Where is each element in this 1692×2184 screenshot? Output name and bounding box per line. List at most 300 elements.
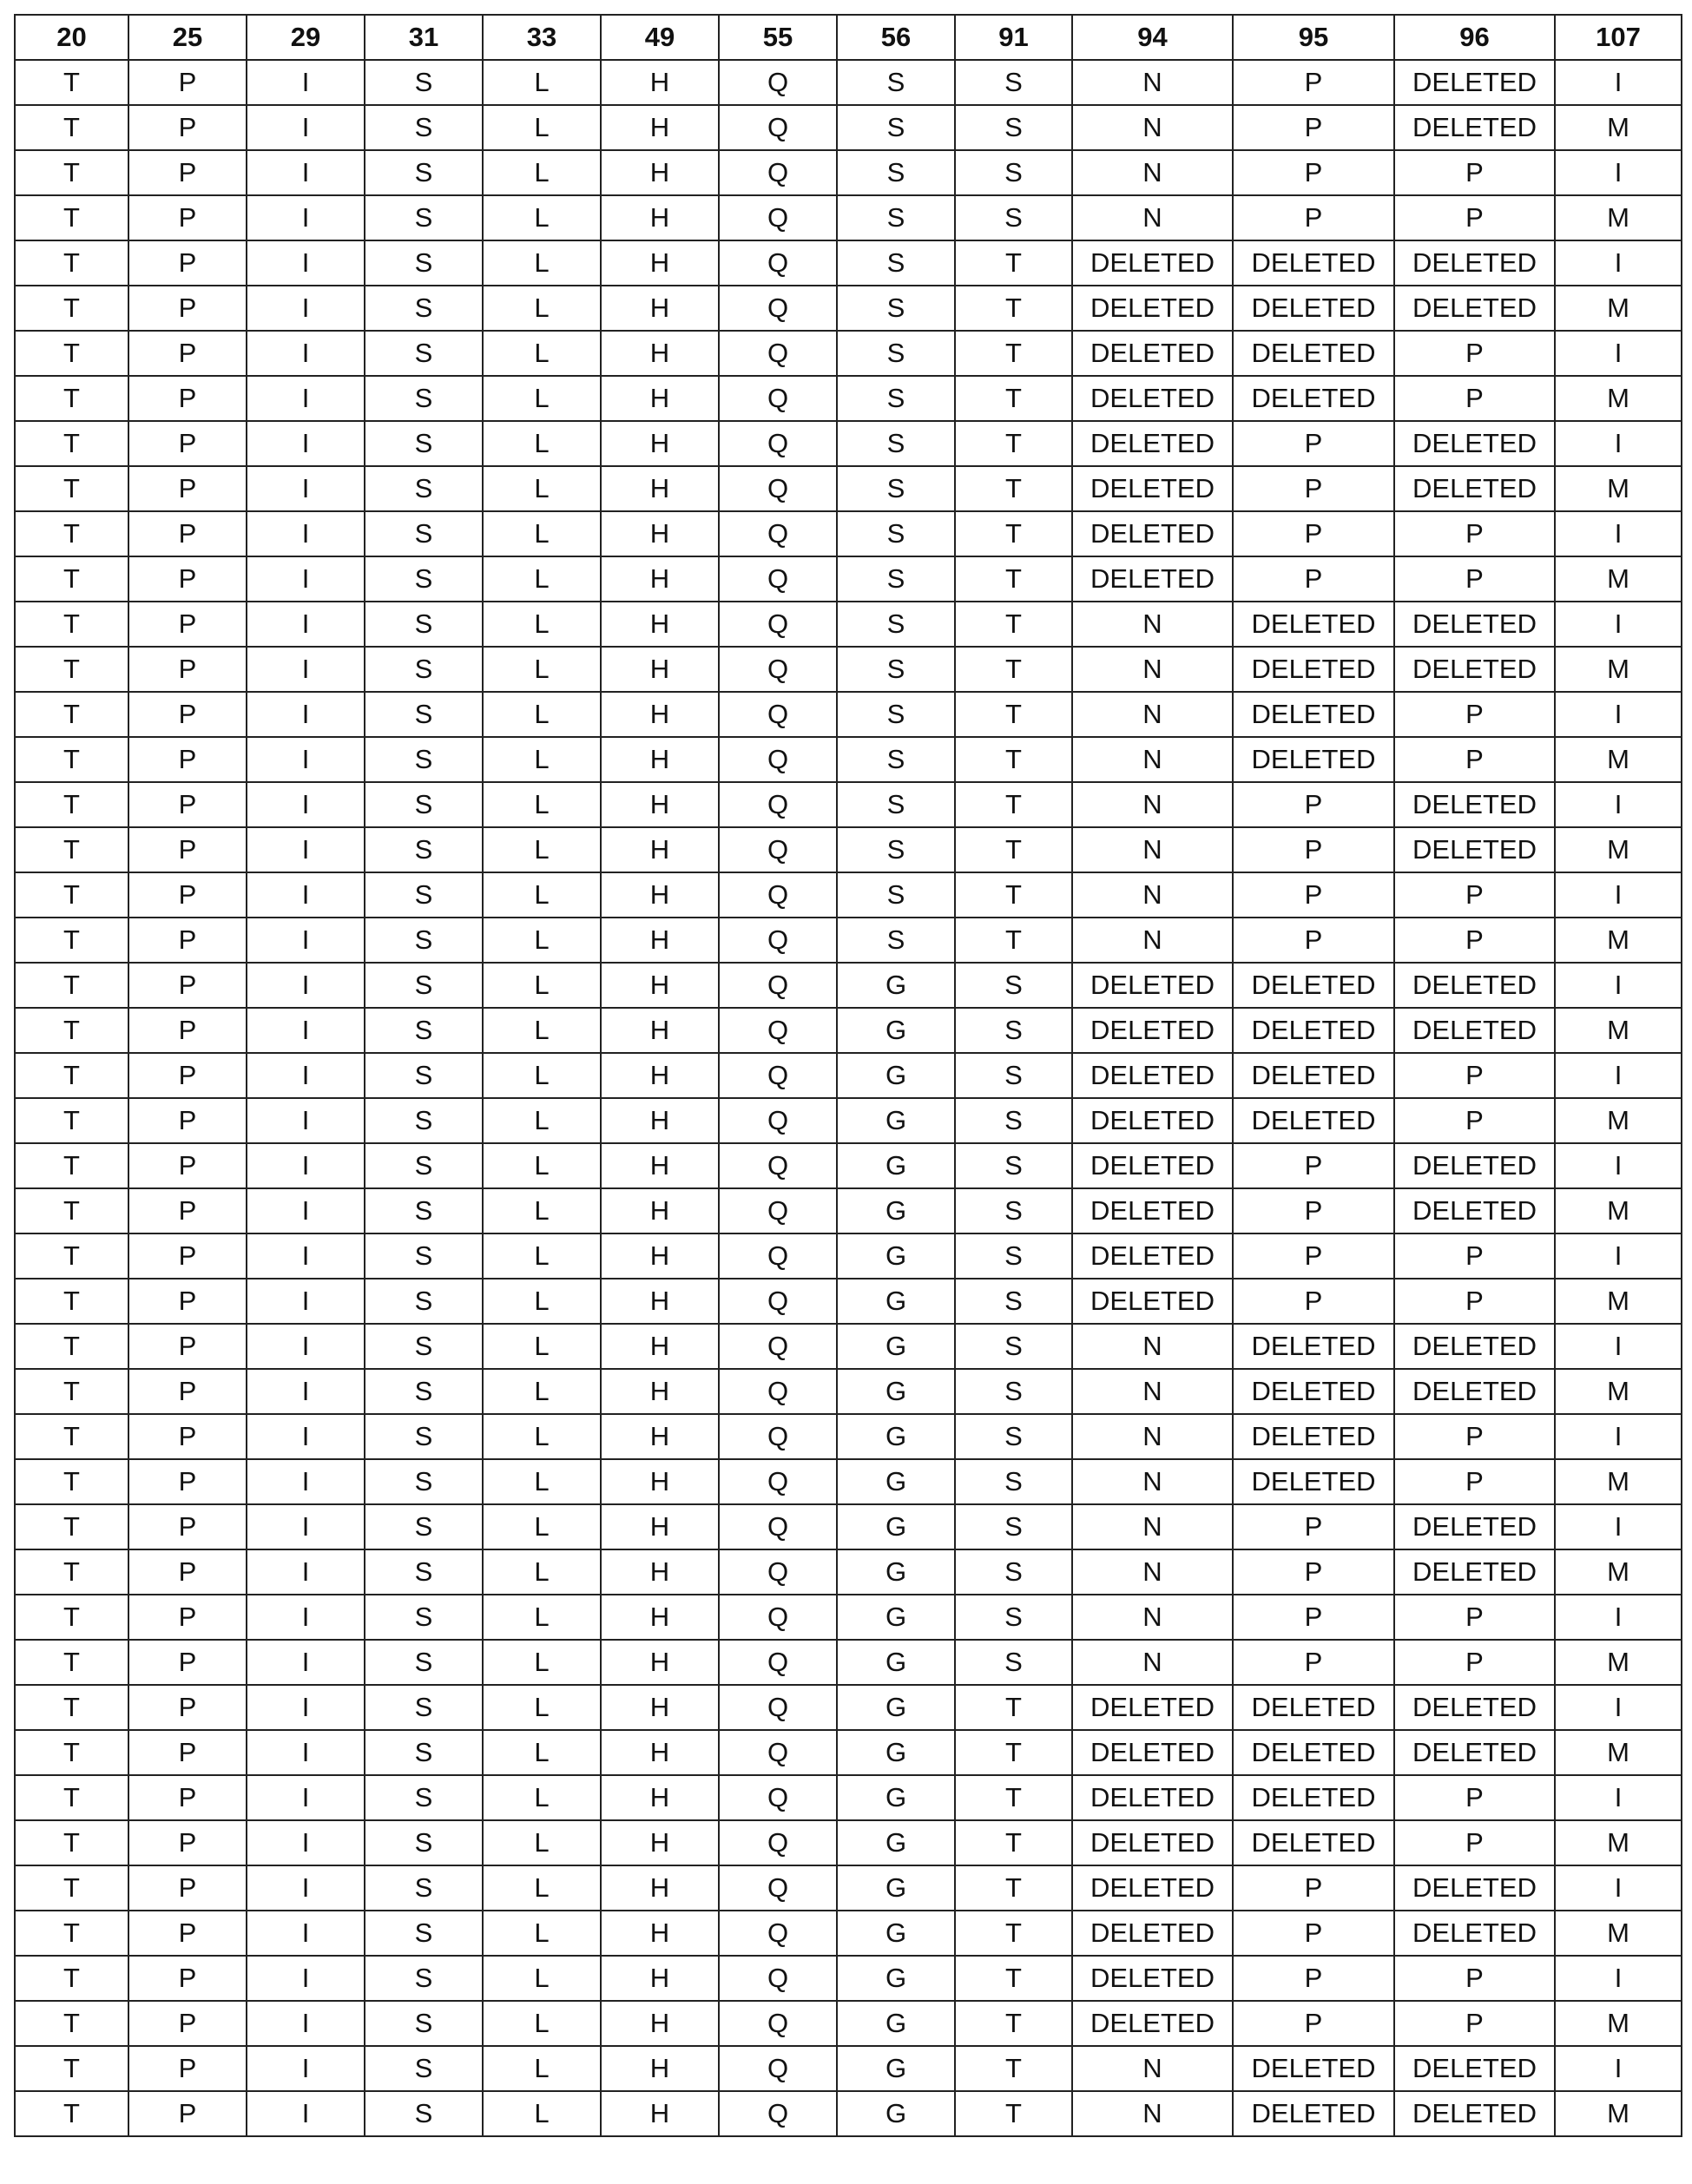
cell-pos-56: S	[837, 602, 955, 647]
cell-pos-96: DELETED	[1394, 1008, 1555, 1053]
cell-pos-49: H	[601, 647, 719, 692]
cell-pos-20: T	[15, 827, 128, 872]
cell-pos-96: P	[1394, 1414, 1555, 1459]
cell-pos-55: Q	[719, 1956, 837, 2001]
cell-pos-29: I	[247, 2091, 365, 2136]
cell-pos-33: L	[483, 1504, 601, 1549]
cell-pos-94: DELETED	[1072, 1685, 1233, 1730]
cell-pos-20: T	[15, 1324, 128, 1369]
cell-pos-25: P	[128, 1911, 247, 1956]
cell-pos-49: H	[601, 511, 719, 556]
table-row	[15, 1188, 1682, 1233]
cell-pos-96: P	[1394, 2001, 1555, 2046]
cell-pos-20: T	[15, 1504, 128, 1549]
cell-pos-31: S	[365, 240, 483, 286]
cell-pos-96: DELETED	[1394, 286, 1555, 331]
cell-pos-91: T	[955, 240, 1072, 286]
cell-pos-31: S	[365, 1820, 483, 1865]
cell-pos-94: N	[1072, 1640, 1233, 1685]
cell-pos-107: M	[1555, 1820, 1682, 1865]
cell-pos-33: L	[483, 647, 601, 692]
cell-pos-107: M	[1555, 1911, 1682, 1956]
table-row	[15, 105, 1682, 150]
table-row	[15, 1414, 1682, 1459]
cell-pos-33: L	[483, 1685, 601, 1730]
cell-pos-49: H	[601, 1685, 719, 1730]
cell-pos-20: T	[15, 195, 128, 240]
cell-pos-56: G	[837, 2001, 955, 2046]
cell-pos-55: Q	[719, 1865, 837, 1911]
cell-pos-56: G	[837, 1504, 955, 1549]
cell-pos-29: I	[247, 2001, 365, 2046]
cell-pos-33: L	[483, 150, 601, 195]
cell-pos-25: P	[128, 376, 247, 421]
cell-pos-20: T	[15, 1865, 128, 1911]
cell-pos-29: I	[247, 1098, 365, 1143]
cell-pos-55: Q	[719, 1549, 837, 1595]
cell-pos-49: H	[601, 918, 719, 963]
cell-pos-55: Q	[719, 421, 837, 466]
cell-pos-94: DELETED	[1072, 556, 1233, 602]
cell-pos-20: T	[15, 647, 128, 692]
cell-pos-20: T	[15, 60, 128, 105]
cell-pos-96: P	[1394, 1820, 1555, 1865]
cell-pos-95: P	[1233, 1233, 1394, 1279]
cell-pos-55: Q	[719, 1188, 837, 1233]
cell-pos-94: N	[1072, 692, 1233, 737]
cell-pos-49: H	[601, 1143, 719, 1188]
cell-pos-56: G	[837, 1595, 955, 1640]
cell-pos-107: I	[1555, 963, 1682, 1008]
cell-pos-33: L	[483, 331, 601, 376]
cell-pos-96: DELETED	[1394, 2046, 1555, 2091]
cell-pos-95: P	[1233, 556, 1394, 602]
cell-pos-107: M	[1555, 647, 1682, 692]
cell-pos-20: T	[15, 331, 128, 376]
cell-pos-20: T	[15, 737, 128, 782]
cell-pos-33: L	[483, 1865, 601, 1911]
cell-pos-91: T	[955, 511, 1072, 556]
cell-pos-91: T	[955, 647, 1072, 692]
cell-pos-107: M	[1555, 2001, 1682, 2046]
cell-pos-31: S	[365, 1188, 483, 1233]
cell-pos-56: G	[837, 1233, 955, 1279]
cell-pos-25: P	[128, 1504, 247, 1549]
cell-pos-33: L	[483, 1008, 601, 1053]
cell-pos-25: P	[128, 692, 247, 737]
table-row	[15, 195, 1682, 240]
cell-pos-33: L	[483, 1549, 601, 1595]
cell-pos-56: S	[837, 150, 955, 195]
cell-pos-56: S	[837, 692, 955, 737]
cell-pos-56: G	[837, 1008, 955, 1053]
cell-pos-56: G	[837, 1188, 955, 1233]
cell-pos-55: Q	[719, 1640, 837, 1685]
cell-pos-95: P	[1233, 511, 1394, 556]
column-header-55: 55	[719, 15, 837, 60]
cell-pos-29: I	[247, 331, 365, 376]
cell-pos-107: M	[1555, 105, 1682, 150]
cell-pos-95: DELETED	[1233, 331, 1394, 376]
cell-pos-96: P	[1394, 737, 1555, 782]
cell-pos-31: S	[365, 376, 483, 421]
cell-pos-91: T	[955, 2091, 1072, 2136]
cell-pos-55: Q	[719, 2001, 837, 2046]
table-row	[15, 2001, 1682, 2046]
cell-pos-107: M	[1555, 1279, 1682, 1324]
cell-pos-33: L	[483, 286, 601, 331]
cell-pos-95: DELETED	[1233, 602, 1394, 647]
cell-pos-107: M	[1555, 376, 1682, 421]
cell-pos-25: P	[128, 1414, 247, 1459]
column-header-29: 29	[247, 15, 365, 60]
cell-pos-25: P	[128, 2001, 247, 2046]
cell-pos-94: DELETED	[1072, 1188, 1233, 1233]
column-header-25: 25	[128, 15, 247, 60]
cell-pos-25: P	[128, 466, 247, 511]
cell-pos-29: I	[247, 195, 365, 240]
cell-pos-31: S	[365, 466, 483, 511]
cell-pos-94: N	[1072, 918, 1233, 963]
cell-pos-95: P	[1233, 1549, 1394, 1595]
cell-pos-91: S	[955, 1369, 1072, 1414]
table-row	[15, 1324, 1682, 1369]
cell-pos-33: L	[483, 737, 601, 782]
cell-pos-55: Q	[719, 240, 837, 286]
cell-pos-107: I	[1555, 1685, 1682, 1730]
cell-pos-91: T	[955, 602, 1072, 647]
cell-pos-94: N	[1072, 60, 1233, 105]
cell-pos-56: G	[837, 1685, 955, 1730]
cell-pos-31: S	[365, 1640, 483, 1685]
cell-pos-107: I	[1555, 1414, 1682, 1459]
cell-pos-31: S	[365, 1098, 483, 1143]
cell-pos-29: I	[247, 1595, 365, 1640]
cell-pos-49: H	[601, 1640, 719, 1685]
cell-pos-91: T	[955, 376, 1072, 421]
cell-pos-56: G	[837, 1820, 955, 1865]
cell-pos-107: I	[1555, 1143, 1682, 1188]
cell-pos-31: S	[365, 1595, 483, 1640]
cell-pos-94: DELETED	[1072, 421, 1233, 466]
cell-pos-91: T	[955, 2046, 1072, 2091]
cell-pos-25: P	[128, 647, 247, 692]
cell-pos-49: H	[601, 827, 719, 872]
cell-pos-33: L	[483, 2046, 601, 2091]
cell-pos-29: I	[247, 511, 365, 556]
table-row	[15, 872, 1682, 918]
cell-pos-49: H	[601, 1188, 719, 1233]
cell-pos-55: Q	[719, 1233, 837, 1279]
cell-pos-95: DELETED	[1233, 1008, 1394, 1053]
cell-pos-94: DELETED	[1072, 466, 1233, 511]
header-row	[15, 15, 1682, 60]
cell-pos-56: S	[837, 647, 955, 692]
cell-pos-107: M	[1555, 827, 1682, 872]
cell-pos-55: Q	[719, 692, 837, 737]
cell-pos-33: L	[483, 1911, 601, 1956]
table-row	[15, 1008, 1682, 1053]
cell-pos-94: N	[1072, 737, 1233, 782]
cell-pos-96: P	[1394, 692, 1555, 737]
cell-pos-95: P	[1233, 195, 1394, 240]
table-row	[15, 331, 1682, 376]
cell-pos-25: P	[128, 1549, 247, 1595]
table-row	[15, 1865, 1682, 1911]
cell-pos-107: I	[1555, 511, 1682, 556]
table-row	[15, 1775, 1682, 1820]
table-row	[15, 782, 1682, 827]
cell-pos-94: DELETED	[1072, 1775, 1233, 1820]
cell-pos-56: S	[837, 511, 955, 556]
cell-pos-91: S	[955, 1098, 1072, 1143]
cell-pos-91: T	[955, 1775, 1072, 1820]
cell-pos-20: T	[15, 1098, 128, 1143]
cell-pos-96: P	[1394, 1053, 1555, 1098]
cell-pos-94: N	[1072, 1595, 1233, 1640]
cell-pos-56: G	[837, 2091, 955, 2136]
cell-pos-56: S	[837, 331, 955, 376]
cell-pos-95: P	[1233, 1640, 1394, 1685]
cell-pos-56: S	[837, 827, 955, 872]
cell-pos-31: S	[365, 963, 483, 1008]
cell-pos-29: I	[247, 60, 365, 105]
cell-pos-49: H	[601, 1459, 719, 1504]
cell-pos-107: I	[1555, 1324, 1682, 1369]
cell-pos-56: S	[837, 105, 955, 150]
cell-pos-56: G	[837, 2046, 955, 2091]
cell-pos-31: S	[365, 692, 483, 737]
cell-pos-96: DELETED	[1394, 60, 1555, 105]
cell-pos-107: I	[1555, 1504, 1682, 1549]
cell-pos-55: Q	[719, 872, 837, 918]
cell-pos-94: DELETED	[1072, 1911, 1233, 1956]
cell-pos-94: DELETED	[1072, 1143, 1233, 1188]
cell-pos-20: T	[15, 1685, 128, 1730]
cell-pos-31: S	[365, 1956, 483, 2001]
cell-pos-95: DELETED	[1233, 1098, 1394, 1143]
cell-pos-91: S	[955, 1414, 1072, 1459]
cell-pos-33: L	[483, 872, 601, 918]
cell-pos-33: L	[483, 2091, 601, 2136]
cell-pos-20: T	[15, 1008, 128, 1053]
cell-pos-20: T	[15, 963, 128, 1008]
cell-pos-94: DELETED	[1072, 331, 1233, 376]
cell-pos-29: I	[247, 376, 365, 421]
cell-pos-94: N	[1072, 105, 1233, 150]
cell-pos-31: S	[365, 105, 483, 150]
cell-pos-96: P	[1394, 1098, 1555, 1143]
cell-pos-95: DELETED	[1233, 692, 1394, 737]
cell-pos-95: P	[1233, 1504, 1394, 1549]
cell-pos-49: H	[601, 2001, 719, 2046]
cell-pos-96: P	[1394, 1775, 1555, 1820]
table-row	[15, 737, 1682, 782]
cell-pos-20: T	[15, 2046, 128, 2091]
cell-pos-95: DELETED	[1233, 1820, 1394, 1865]
cell-pos-95: DELETED	[1233, 1053, 1394, 1098]
cell-pos-96: DELETED	[1394, 1188, 1555, 1233]
cell-pos-20: T	[15, 1143, 128, 1188]
cell-pos-20: T	[15, 1369, 128, 1414]
cell-pos-20: T	[15, 150, 128, 195]
cell-pos-49: H	[601, 872, 719, 918]
cell-pos-55: Q	[719, 150, 837, 195]
cell-pos-29: I	[247, 1820, 365, 1865]
cell-pos-94: N	[1072, 647, 1233, 692]
cell-pos-56: G	[837, 1098, 955, 1143]
cell-pos-33: L	[483, 1188, 601, 1233]
cell-pos-94: DELETED	[1072, 1053, 1233, 1098]
cell-pos-107: I	[1555, 1775, 1682, 1820]
table-row	[15, 1233, 1682, 1279]
cell-pos-96: DELETED	[1394, 1911, 1555, 1956]
cell-pos-20: T	[15, 376, 128, 421]
cell-pos-96: P	[1394, 1459, 1555, 1504]
cell-pos-20: T	[15, 1640, 128, 1685]
cell-pos-91: S	[955, 1459, 1072, 1504]
cell-pos-25: P	[128, 105, 247, 150]
column-header-49: 49	[601, 15, 719, 60]
cell-pos-25: P	[128, 1775, 247, 1820]
cell-pos-96: P	[1394, 376, 1555, 421]
cell-pos-49: H	[601, 331, 719, 376]
cell-pos-33: L	[483, 240, 601, 286]
cell-pos-55: Q	[719, 60, 837, 105]
cell-pos-25: P	[128, 286, 247, 331]
cell-pos-107: M	[1555, 1098, 1682, 1143]
cell-pos-95: DELETED	[1233, 1414, 1394, 1459]
cell-pos-55: Q	[719, 286, 837, 331]
table-row	[15, 1685, 1682, 1730]
cell-pos-20: T	[15, 1730, 128, 1775]
cell-pos-56: G	[837, 1549, 955, 1595]
cell-pos-95: DELETED	[1233, 2091, 1394, 2136]
cell-pos-95: DELETED	[1233, 1730, 1394, 1775]
cell-pos-91: S	[955, 150, 1072, 195]
cell-pos-91: T	[955, 1685, 1072, 1730]
cell-pos-49: H	[601, 1233, 719, 1279]
cell-pos-107: M	[1555, 1459, 1682, 1504]
cell-pos-33: L	[483, 1730, 601, 1775]
cell-pos-31: S	[365, 421, 483, 466]
table-row	[15, 1098, 1682, 1143]
cell-pos-55: Q	[719, 2091, 837, 2136]
cell-pos-56: S	[837, 421, 955, 466]
cell-pos-95: DELETED	[1233, 1775, 1394, 1820]
cell-pos-55: Q	[719, 782, 837, 827]
cell-pos-107: M	[1555, 2091, 1682, 2136]
cell-pos-107: M	[1555, 466, 1682, 511]
cell-pos-107: I	[1555, 872, 1682, 918]
cell-pos-20: T	[15, 105, 128, 150]
cell-pos-20: T	[15, 692, 128, 737]
cell-pos-107: I	[1555, 331, 1682, 376]
table-row	[15, 2091, 1682, 2136]
cell-pos-49: H	[601, 782, 719, 827]
cell-pos-96: P	[1394, 872, 1555, 918]
cell-pos-107: M	[1555, 1008, 1682, 1053]
cell-pos-91: S	[955, 1143, 1072, 1188]
cell-pos-29: I	[247, 556, 365, 602]
cell-pos-31: S	[365, 286, 483, 331]
cell-pos-96: DELETED	[1394, 1549, 1555, 1595]
cell-pos-95: P	[1233, 150, 1394, 195]
cell-pos-56: G	[837, 1279, 955, 1324]
cell-pos-95: P	[1233, 918, 1394, 963]
cell-pos-94: N	[1072, 1459, 1233, 1504]
cell-pos-91: S	[955, 195, 1072, 240]
cell-pos-94: DELETED	[1072, 1233, 1233, 1279]
table-row	[15, 602, 1682, 647]
cell-pos-25: P	[128, 963, 247, 1008]
cell-pos-25: P	[128, 511, 247, 556]
cell-pos-96: P	[1394, 511, 1555, 556]
cell-pos-94: DELETED	[1072, 963, 1233, 1008]
column-header-31: 31	[365, 15, 483, 60]
cell-pos-91: T	[955, 466, 1072, 511]
cell-pos-56: S	[837, 737, 955, 782]
cell-pos-33: L	[483, 60, 601, 105]
cell-pos-29: I	[247, 1369, 365, 1414]
cell-pos-29: I	[247, 1053, 365, 1098]
cell-pos-91: T	[955, 421, 1072, 466]
cell-pos-31: S	[365, 1233, 483, 1279]
cell-pos-55: Q	[719, 1369, 837, 1414]
cell-pos-49: H	[601, 692, 719, 737]
cell-pos-96: P	[1394, 1956, 1555, 2001]
cell-pos-33: L	[483, 1820, 601, 1865]
cell-pos-95: P	[1233, 60, 1394, 105]
cell-pos-49: H	[601, 1324, 719, 1369]
cell-pos-91: T	[955, 1911, 1072, 1956]
cell-pos-49: H	[601, 1008, 719, 1053]
cell-pos-107: I	[1555, 1595, 1682, 1640]
cell-pos-49: H	[601, 60, 719, 105]
cell-pos-94: DELETED	[1072, 286, 1233, 331]
cell-pos-96: P	[1394, 918, 1555, 963]
cell-pos-95: P	[1233, 827, 1394, 872]
cell-pos-29: I	[247, 1008, 365, 1053]
cell-pos-49: H	[601, 1414, 719, 1459]
cell-pos-20: T	[15, 2001, 128, 2046]
cell-pos-33: L	[483, 827, 601, 872]
cell-pos-91: T	[955, 1730, 1072, 1775]
column-header-20: 20	[15, 15, 128, 60]
table-row	[15, 1279, 1682, 1324]
cell-pos-107: I	[1555, 60, 1682, 105]
cell-pos-31: S	[365, 2001, 483, 2046]
cell-pos-31: S	[365, 1459, 483, 1504]
cell-pos-25: P	[128, 1098, 247, 1143]
cell-pos-29: I	[247, 1640, 365, 1685]
cell-pos-20: T	[15, 1459, 128, 1504]
cell-pos-107: I	[1555, 782, 1682, 827]
cell-pos-55: Q	[719, 1775, 837, 1820]
cell-pos-25: P	[128, 1008, 247, 1053]
cell-pos-20: T	[15, 1549, 128, 1595]
cell-pos-33: L	[483, 692, 601, 737]
cell-pos-25: P	[128, 556, 247, 602]
table-row	[15, 1911, 1682, 1956]
table-row	[15, 1143, 1682, 1188]
cell-pos-29: I	[247, 466, 365, 511]
cell-pos-33: L	[483, 1459, 601, 1504]
cell-pos-20: T	[15, 1053, 128, 1098]
cell-pos-49: H	[601, 466, 719, 511]
cell-pos-20: T	[15, 1233, 128, 1279]
cell-pos-49: H	[601, 2091, 719, 2136]
